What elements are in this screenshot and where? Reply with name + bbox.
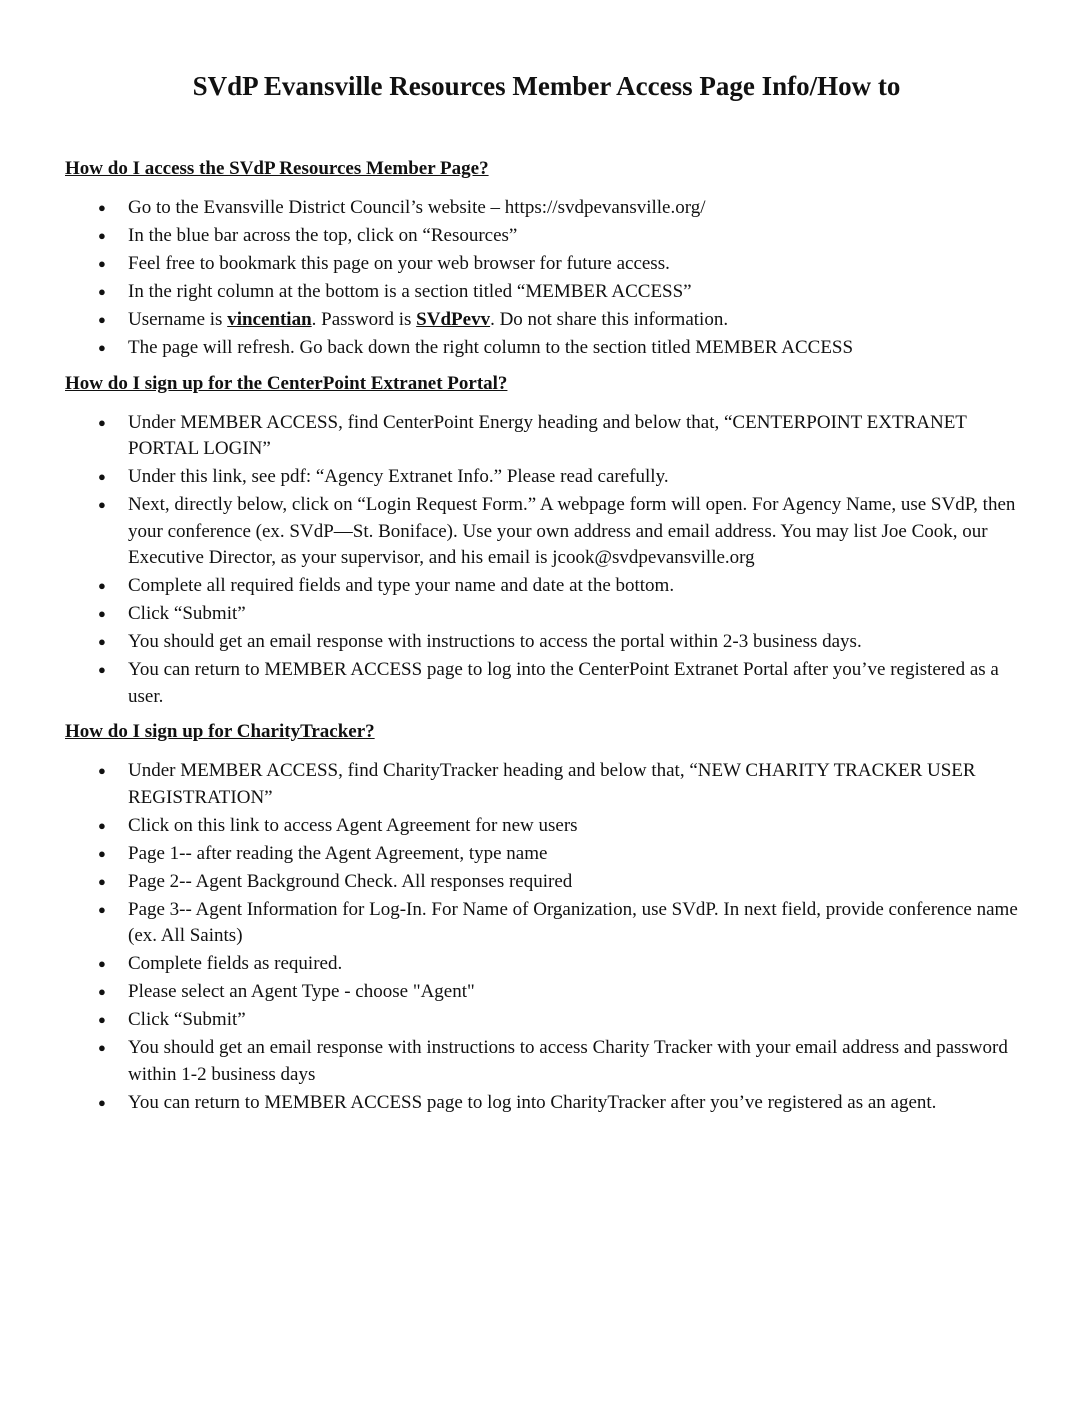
list-item: ● Click “Submit” xyxy=(65,1007,1028,1034)
credentials-item: ● Username is vincentian. Password is SVdPevv. Do not share this information. xyxy=(65,307,1028,334)
list-item: ● Complete all required fields and type your name and date at the bottom. xyxy=(65,573,1028,600)
list-item: ● Feel free to bookmark this page on your web browser for future access. xyxy=(65,251,1028,278)
bullet-icon: ● xyxy=(98,497,106,512)
bullet-icon: ● xyxy=(98,578,106,593)
bullet-icon: ● xyxy=(98,763,106,778)
bullet-icon: ● xyxy=(98,200,106,215)
list-item: ● Click on this link to access Agent Agreement for new users xyxy=(65,813,1028,840)
bullet-icon: ● xyxy=(98,984,106,999)
bullet-icon: ● xyxy=(98,901,106,917)
list-item: ● Page 2-- Agent Background Check. All responses required xyxy=(65,869,1028,896)
list-item: ● Please select an Agent Type - choose "Agent" xyxy=(65,979,1028,1006)
bullet-icon: ● xyxy=(98,1040,106,1055)
section-heading-member-page: How do I access the SVdP Resources Member Page? xyxy=(65,158,489,179)
section-heading-charitytracker: How do I sign up for CharityTracker? xyxy=(65,721,375,742)
username-value: vincentian xyxy=(227,309,312,330)
centerpoint-steps xyxy=(65,410,1028,711)
list-item: ● Page 1-- after reading the Agent Agreement, type name xyxy=(65,841,1028,868)
bullet-icon: ● xyxy=(98,956,106,971)
list-item: ● Under MEMBER ACCESS, find CharityTracker heading and below that, “NEW CHARITY TRACKER USER REGISTRATION” xyxy=(98,760,976,808)
bullet-icon: ● xyxy=(98,284,106,299)
bullet-icon: ● xyxy=(98,817,106,833)
list-item: ● The page will refresh. Go back down the right column to the section titled MEMBER ACCESS xyxy=(65,335,1028,362)
list-item: ● Click “Submit” xyxy=(65,601,1028,628)
bullet-icon: ● xyxy=(98,312,106,327)
list-item: ● In the right column at the bottom is a section titled “MEMBER ACCESS” xyxy=(65,279,1028,306)
bullet-icon: ● xyxy=(98,662,106,677)
bullet-icon: ● xyxy=(98,873,106,889)
bullet-icon: ● xyxy=(98,340,106,355)
charitytracker-steps xyxy=(65,758,1028,1116)
list-item: ● Under this link, see pdf: “Agency Extranet Info.” Please read carefully. xyxy=(65,464,1028,491)
bullet-icon: ● xyxy=(98,1094,106,1110)
section-heading-centerpoint: How do I sign up for the CenterPoint Extranet Portal? xyxy=(65,372,508,394)
list-item: ● You should get an email response with instructions to access Charity Tracker with your email address and password within 1-2 business days xyxy=(98,1037,1008,1085)
bullet-icon: ● xyxy=(98,256,106,271)
bullet-icon: ● xyxy=(98,845,106,861)
list-item: ● Under MEMBER ACCESS, find CenterPoint Energy heading and below that, “CENTERPOINT EXTRANET PORTAL LOGIN” xyxy=(98,411,967,459)
bullet-icon: ● xyxy=(98,634,106,649)
list-item: ● Next, directly below, click on “Login Request Form.” A webpage form will open. For Agency Name, use SVdP, then your conference (ex. SVdP—St. Boniface). Use your own address and email address. You may list Joe Cook, our Executive Director, as your supervisor, and his email is jcook@svdpevansville.org xyxy=(98,494,1016,568)
list-item: ● Page 3-- Agent Information for Log-In. For Name of Organization, use SVdP. In next field, provide conference name (ex. All Saints) xyxy=(98,898,1018,946)
list-item: ● Go to the Evansville District Council’s website – https://svdpevansville.org/ xyxy=(65,195,1028,222)
password-value: SVdPevv xyxy=(416,309,491,330)
bullet-icon: ● xyxy=(98,414,106,430)
list-item: ● You can return to MEMBER ACCESS page to log into the CenterPoint Extranet Portal after you’ve registered as a user. xyxy=(98,659,999,707)
list-item: ● You should get an email response with instructions to access the portal within 2-3 business days. xyxy=(65,629,1028,656)
list-item: ● You can return to MEMBER ACCESS page to log into CharityTracker after you’ve registered as an agent. xyxy=(65,1090,1028,1117)
bullet-icon: ● xyxy=(98,1012,106,1027)
list-item: ● Complete fields as required. xyxy=(65,951,1028,978)
bullet-icon: ● xyxy=(98,469,106,484)
list-item: ● In the blue bar across the top, click on “Resources” xyxy=(65,223,1028,250)
page-title: SVdP Evansville Resources Member Access Page Info/How to xyxy=(192,71,901,101)
bullet-icon: ● xyxy=(98,228,106,243)
bullet-icon: ● xyxy=(98,606,106,621)
member-page-steps xyxy=(65,195,1028,362)
